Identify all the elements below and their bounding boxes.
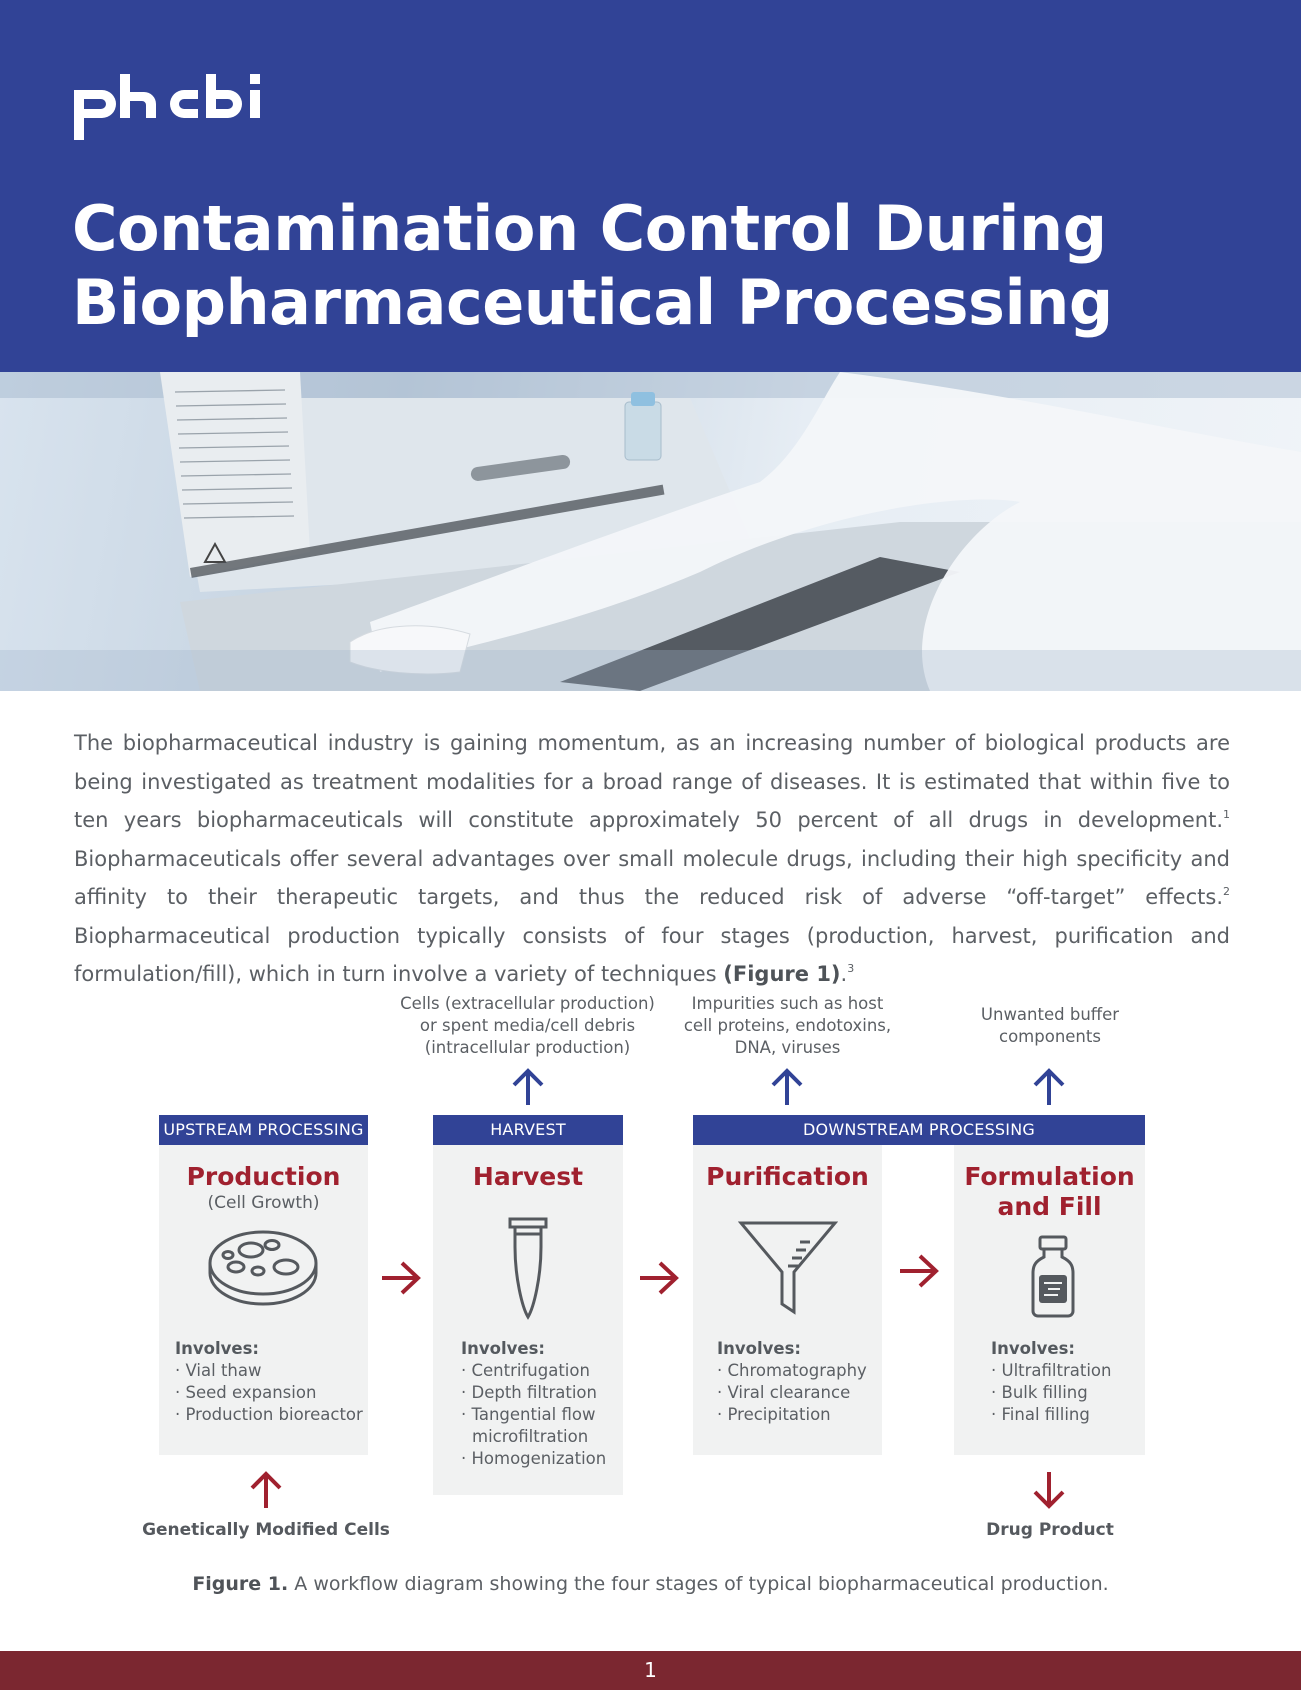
intro-text-1: The biopharmaceutical industry is gaining momentum, as an increasing number of biological products are being investigated as treatment modalities for a broad range of diseases. It is estimated that within five to ten years biopharmaceuticals will constitute approximately 50 percent of all drugs in development. (74, 731, 1230, 832)
arrow-down-icon (1029, 1470, 1069, 1510)
list-item: · Tangential flow microfiltration (461, 1405, 596, 1446)
phcbi-logo-icon (72, 74, 272, 140)
note-line: (intracellular production) (424, 1038, 631, 1057)
input-label: Genetically Modified Cells (142, 1520, 390, 1540)
funnel-icon (738, 1220, 838, 1316)
intro-text-2: Biopharmaceuticals offer several advantages over small molecule drugs, including their high specificity and affinity to their therapeutic targets, and thus the reduced risk of adverse “off-target” effects. (74, 846, 1230, 909)
list-item: · Final filling (991, 1405, 1090, 1424)
arrow-up-icon (767, 1067, 807, 1107)
stage-title-harvest: Harvest (472, 1162, 584, 1191)
list-item-text: Chromatography (727, 1361, 867, 1380)
list-item-text: Tangential flow microfiltration (471, 1405, 596, 1446)
cleanroom-illustration (0, 372, 1301, 691)
output-label: Drug Product (986, 1520, 1114, 1540)
list-item: · Precipitation (717, 1405, 831, 1424)
note-line: cell proteins, endotoxins, (683, 1016, 892, 1035)
list-item-text: Centrifugation (471, 1361, 590, 1380)
figure-reference: (Figure 1) (723, 962, 841, 986)
figure-caption (0, 1573, 1301, 1595)
involves-list-formulation (991, 1338, 1141, 1426)
list-item-text: Precipitation (727, 1405, 831, 1424)
arrow-up-icon (508, 1067, 548, 1107)
involves-list-harvest (461, 1338, 621, 1470)
list-item: · Homogenization (461, 1449, 607, 1468)
formulation-removal-note (950, 1004, 1150, 1048)
list-item: · Depth filtration (461, 1383, 597, 1402)
harvest-removal-note (395, 993, 660, 1059)
page-footer (0, 1651, 1301, 1690)
list-item-text: Final filling (1001, 1405, 1090, 1424)
stage-title-purification: Purification (706, 1162, 869, 1191)
stage-subtitle-production: (Cell Growth) (207, 1193, 320, 1213)
list-item: · Seed expansion (175, 1383, 317, 1402)
list-item-text: Ultrafiltration (1001, 1361, 1112, 1380)
title-line-2: Biopharmaceutical Processing (72, 266, 1113, 339)
title-line-1: Contamination Control During (72, 192, 1107, 265)
figure-caption-text: A workflow diagram showing the four stages of typical biopharmaceutical production. (288, 1573, 1109, 1595)
involves-heading: Involves: (175, 1339, 259, 1358)
arrow-right-icon (380, 1260, 422, 1296)
note-line: Unwanted buffer (980, 1005, 1120, 1024)
downstream-processing-band: DOWNSTREAM PROCESSING (693, 1115, 1145, 1145)
arrow-up-icon (246, 1470, 286, 1510)
list-item-text: Seed expansion (185, 1383, 317, 1402)
arrow-up-icon (1029, 1067, 1069, 1107)
arrow-right-icon (638, 1260, 680, 1296)
note-line: components (999, 1027, 1101, 1046)
involves-heading: Involves: (461, 1339, 545, 1358)
list-item-text: Depth filtration (471, 1383, 597, 1402)
stage-title-production: Production (186, 1162, 341, 1191)
intro-paragraph (74, 724, 1230, 994)
hero-photo-cleanroom (0, 372, 1301, 691)
footnote-ref-1: 1 (1223, 808, 1230, 821)
header-banner (0, 0, 1301, 372)
petri-dish-icon (206, 1227, 320, 1307)
list-item-text: Homogenization (471, 1449, 607, 1468)
footnote-ref-3: 3 (847, 962, 855, 975)
harvest-band: HARVEST (433, 1115, 623, 1145)
list-item: · Production bioreactor (175, 1405, 363, 1424)
list-item-text: Bulk filling (1001, 1383, 1088, 1402)
note-line: or spent media/cell debris (419, 1016, 636, 1035)
list-item: · Bulk filling (991, 1383, 1088, 1402)
workflow-diagram (0, 985, 1301, 1545)
list-item: · Vial thaw (175, 1361, 262, 1380)
centrifuge-tube-icon (508, 1217, 548, 1321)
list-item: · Ultrafiltration (991, 1361, 1112, 1380)
intro-text-4: . (840, 962, 848, 986)
page-number: 1 (644, 1658, 657, 1682)
list-item: · Viral clearance (717, 1383, 851, 1402)
figure-caption-label: Figure 1. (192, 1573, 289, 1595)
stage-title-formulation (954, 1162, 1145, 1222)
list-item-text: Vial thaw (185, 1361, 262, 1380)
list-item-text: Viral clearance (727, 1383, 851, 1402)
list-item-text: Production bioreactor (185, 1405, 363, 1424)
page-title (72, 192, 1252, 340)
involves-list-production (175, 1338, 365, 1426)
vial-icon (1030, 1235, 1076, 1319)
note-line: Cells (extracellular production) (400, 994, 655, 1013)
upstream-processing-band: UPSTREAM PROCESSING (159, 1115, 368, 1145)
stage-title-line: Formulation (964, 1162, 1135, 1191)
arrow-right-icon (898, 1253, 940, 1289)
note-line: DNA, viruses (734, 1038, 841, 1057)
involves-list-purification (717, 1338, 877, 1426)
footnote-ref-2: 2 (1223, 885, 1230, 898)
list-item: · Chromatography (717, 1361, 867, 1380)
list-item: · Centrifugation (461, 1361, 590, 1380)
involves-heading: Involves: (717, 1339, 801, 1358)
involves-heading: Involves: (991, 1339, 1075, 1358)
note-line: Impurities such as host (691, 994, 884, 1013)
stage-title-line: and Fill (997, 1192, 1102, 1221)
intro-text-3: Biopharmaceutical production typically consists of four stages (production, harvest, purification and formulation/fill), which in turn involve a variety of techniques (74, 923, 1230, 986)
purification-removal-note (670, 993, 905, 1059)
